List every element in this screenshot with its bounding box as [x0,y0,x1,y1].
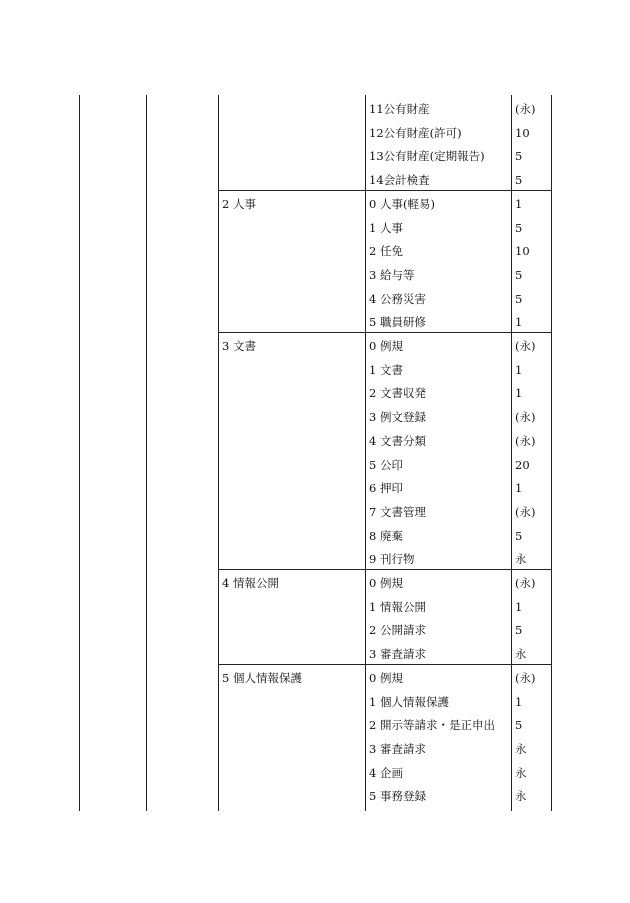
retention-period-cell: 永 [515,765,527,780]
item-cell: 7 文書管理 [369,504,426,519]
table-border-right [551,95,552,811]
retention-period-cell: 1 [515,362,523,377]
group-cell: 3 文書 [222,339,256,353]
retention-period-cell: 1 [515,481,523,496]
retention-period-cell: 5 [515,528,523,543]
retention-period-cell: 永 [515,552,527,567]
item-cell: 4 文書分類 [369,433,426,448]
item-cell: 8 廃棄 [369,528,403,543]
retention-period-cell: 10 [515,244,530,259]
group-cell: 2 人事 [222,196,256,211]
retention-period-cell: 1 [515,694,523,709]
retention-period-cell: 5 [515,291,523,306]
item-cell: 0 例規 [369,670,403,685]
item-cell: 5 職員研修 [369,315,426,330]
retention-period-cell: 永 [515,741,527,756]
group-divider [218,190,551,191]
column-divider-2 [218,95,219,811]
item-cell: 5 公印 [369,457,403,472]
group-cell: 4 情報公開 [222,576,279,590]
item-cell: 0 人事(軽易) [369,196,435,211]
item-cell: 1 個人情報保護 [369,694,449,709]
item-cell: 0 例規 [369,576,403,590]
retention-period-cell: 1 [515,315,523,330]
table-border-left [79,95,80,811]
retention-period-cell: (永) [515,576,536,590]
retention-period-cell: 5 [515,267,523,282]
item-cell: 13公有財産(定期報告) [369,149,485,164]
item-cell: 5 事務登録 [369,789,426,804]
column-divider-3 [365,95,366,811]
item-cell: 3 審査請求 [369,647,426,662]
item-cell: 4 公務災害 [369,291,426,306]
retention-period-cell: (永) [515,339,536,353]
item-cell: 2 任免 [369,244,403,259]
retention-period-cell: 20 [515,457,530,472]
retention-period-cell: (永) [515,433,536,448]
item-cell: 3 審査請求 [369,741,426,756]
item-cell: 11公有財産 [369,102,430,116]
group-divider [218,569,551,570]
retention-period-cell: 1 [515,196,523,211]
retention-period-cell: 1 [515,599,523,614]
item-cell: 2 文書収発 [369,386,426,401]
group-divider [218,664,551,665]
column-divider-1 [146,95,147,811]
retention-period-cell: (永) [515,504,536,519]
retention-period-cell: 永 [515,647,527,662]
item-cell: 3 給与等 [369,267,415,282]
retention-period-cell: (永) [515,670,536,685]
retention-period-cell: 10 [515,125,530,140]
group-divider [218,332,551,333]
retention-period-cell: (永) [515,102,536,116]
retention-period-cell: 5 [515,623,523,638]
item-cell: 12公有財産(許可) [369,125,462,140]
item-cell: 14会計検査 [369,173,430,188]
item-cell: 0 例規 [369,339,403,353]
retention-period-cell: 5 [515,173,523,188]
item-cell: 6 押印 [369,481,403,496]
column-divider-4 [511,95,512,811]
item-cell: 2 開示等請求・是正申出 [369,718,495,733]
group-cell: 5 個人情報保護 [222,670,302,685]
retention-period-cell: 永 [515,789,527,804]
item-cell: 3 例文登録 [369,410,426,425]
item-cell: 2 公開請求 [369,623,426,638]
retention-period-cell: 1 [515,386,523,401]
item-cell: 9 刊行物 [369,552,415,567]
retention-period-cell: 5 [515,220,523,235]
item-cell: 1 文書 [369,362,403,377]
retention-period-cell: 5 [515,149,523,164]
item-cell: 1 人事 [369,220,403,235]
retention-period-cell: (永) [515,410,536,425]
item-cell: 4 企画 [369,765,403,780]
item-cell: 1 情報公開 [369,599,426,614]
retention-period-cell: 5 [515,718,523,733]
